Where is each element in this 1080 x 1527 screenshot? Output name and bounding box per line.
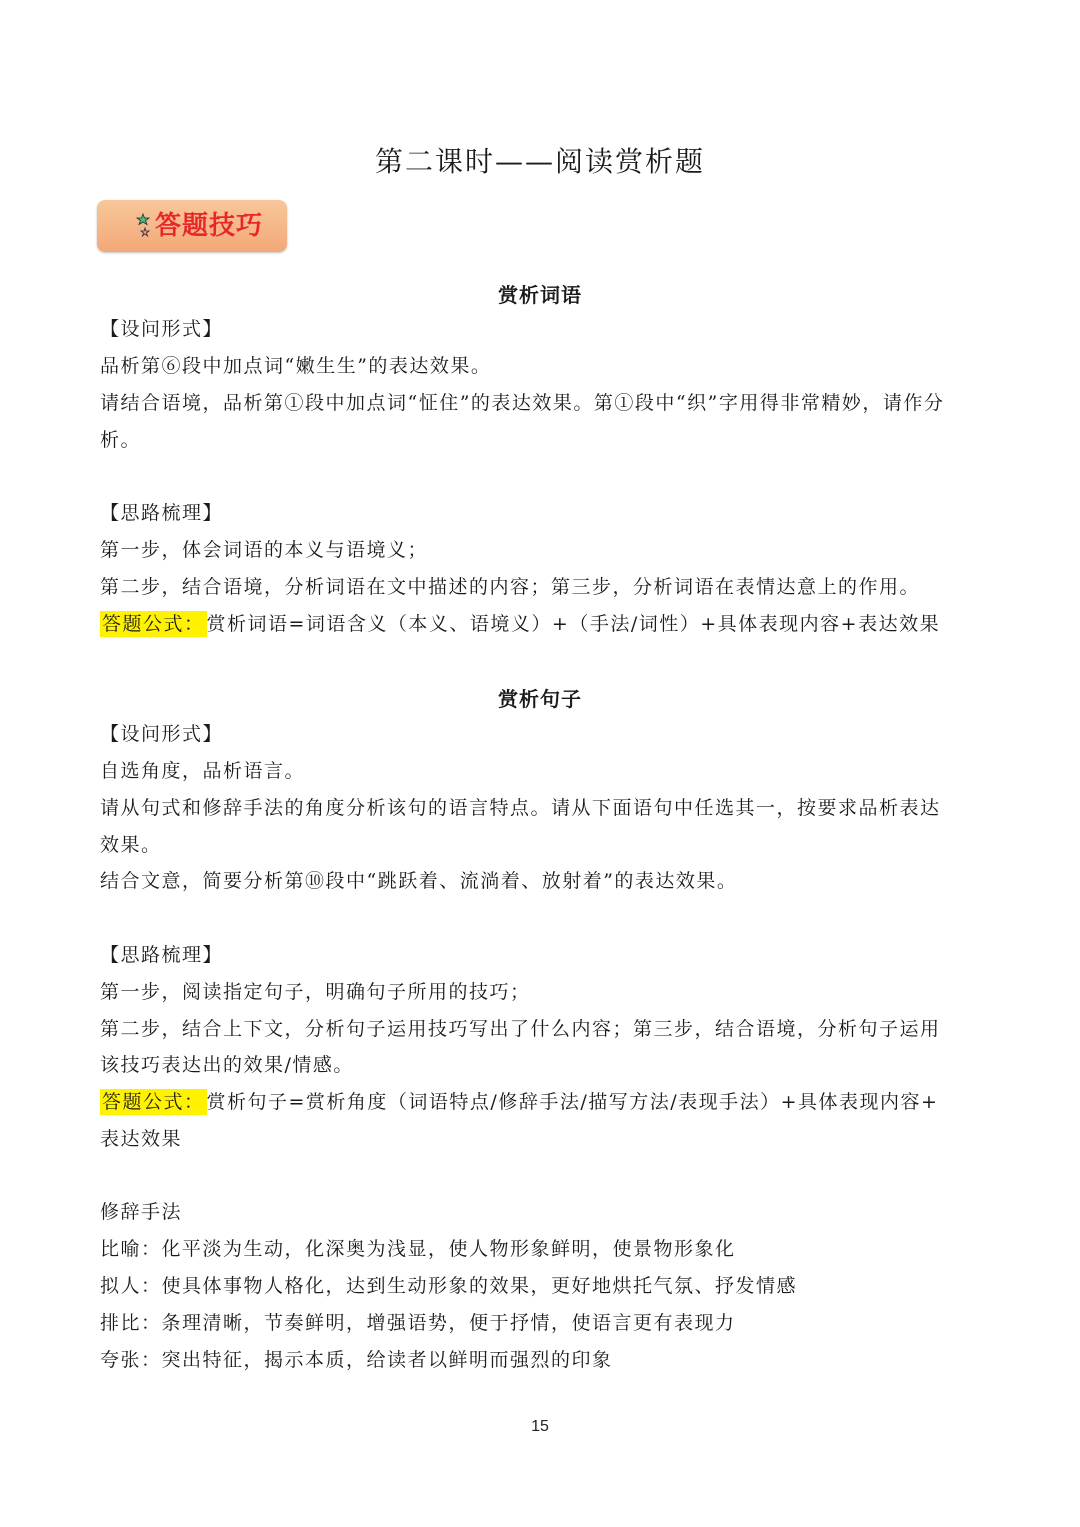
question-line: 结合文意，简要分析第⑩段中“跳跃着、流淌着、放射着”的表达效果。 <box>100 870 738 892</box>
page-title: 第二课时——阅读赏析题 <box>374 145 705 178</box>
step-line: 该技巧表达出的效果/情感。 <box>100 1054 354 1076</box>
thinking-label: 【思路梳理】 <box>100 944 224 966</box>
question-line: 自选角度，品析语言。 <box>100 760 306 782</box>
rhetoric-item: 夸张：突出特征，揭示本质，给读者以鲜明而强烈的印象 <box>100 1349 613 1371</box>
step-line: 第二步，结合语境，分析词语在文中描述的内容；第三步，分析词语在表情达意上的作用。 <box>100 576 921 598</box>
formula-line <box>100 1088 938 1116</box>
step-line: 第一步，体会词语的本义与语境义； <box>100 539 429 561</box>
question-line: 请从句式和修辞手法的角度分析该句的语言特点。请从下面语句中任选其一，按要求品析表达 <box>100 797 941 819</box>
question-line: 品析第⑥段中加点词“嫩生生”的表达效果。 <box>100 355 492 377</box>
moon-stars-icon <box>103 206 155 246</box>
formula-label: 答题公式： <box>102 613 205 635</box>
formula-text: 赏析句子=赏析角度（词语特点/修辞手法/描写方法/表现手法）+具体表现内容+ <box>206 1091 939 1113</box>
question-line: 请结合语境，品析第①段中加点词“怔住”的表达效果。第①段中“织”字用得非常精妙，请作分 <box>100 392 945 414</box>
formula-continuation: 表达效果 <box>100 1128 183 1150</box>
rhetoric-item: 拟人：使具体事物人格化，达到生动形象的效果，更好地烘托气氛、抒发情感 <box>100 1275 798 1297</box>
tips-badge <box>97 200 287 252</box>
rhetoric-item: 排比：条理清晰，节奏鲜明，增强语势，便于抒情，使语言更有表现力 <box>100 1312 736 1334</box>
step-line: 第一步，阅读指定句子，明确句子所用的技巧； <box>100 981 531 1003</box>
page-number: 15 <box>531 1418 549 1435</box>
badge-label: 答题技巧 <box>155 211 264 241</box>
question-form-label: 【设问形式】 <box>100 318 224 340</box>
formula-label: 答题公式： <box>102 1091 205 1113</box>
formula-text: 赏析词语=词语含义（本义、语境义）+（手法/词性）+具体表现内容+表达效果 <box>206 613 941 635</box>
step-line: 第二步，结合上下文，分析句子运用技巧写出了什么内容；第三步，结合语境，分析句子运用 <box>100 1018 941 1040</box>
rhetoric-item: 比喻：化平淡为生动，化深奥为浅显，使人物形象鲜明，使景物形象化 <box>100 1238 736 1260</box>
rhetoric-heading: 修辞手法 <box>100 1201 183 1223</box>
question-line: 析。 <box>100 429 142 451</box>
formula-line <box>100 610 940 638</box>
thinking-label: 【思路梳理】 <box>100 502 224 524</box>
question-form-label: 【设问形式】 <box>100 723 224 745</box>
section-heading-words: 赏析词语 <box>498 283 582 307</box>
question-line: 效果。 <box>100 834 162 856</box>
section-heading-sentences: 赏析句子 <box>498 687 582 711</box>
